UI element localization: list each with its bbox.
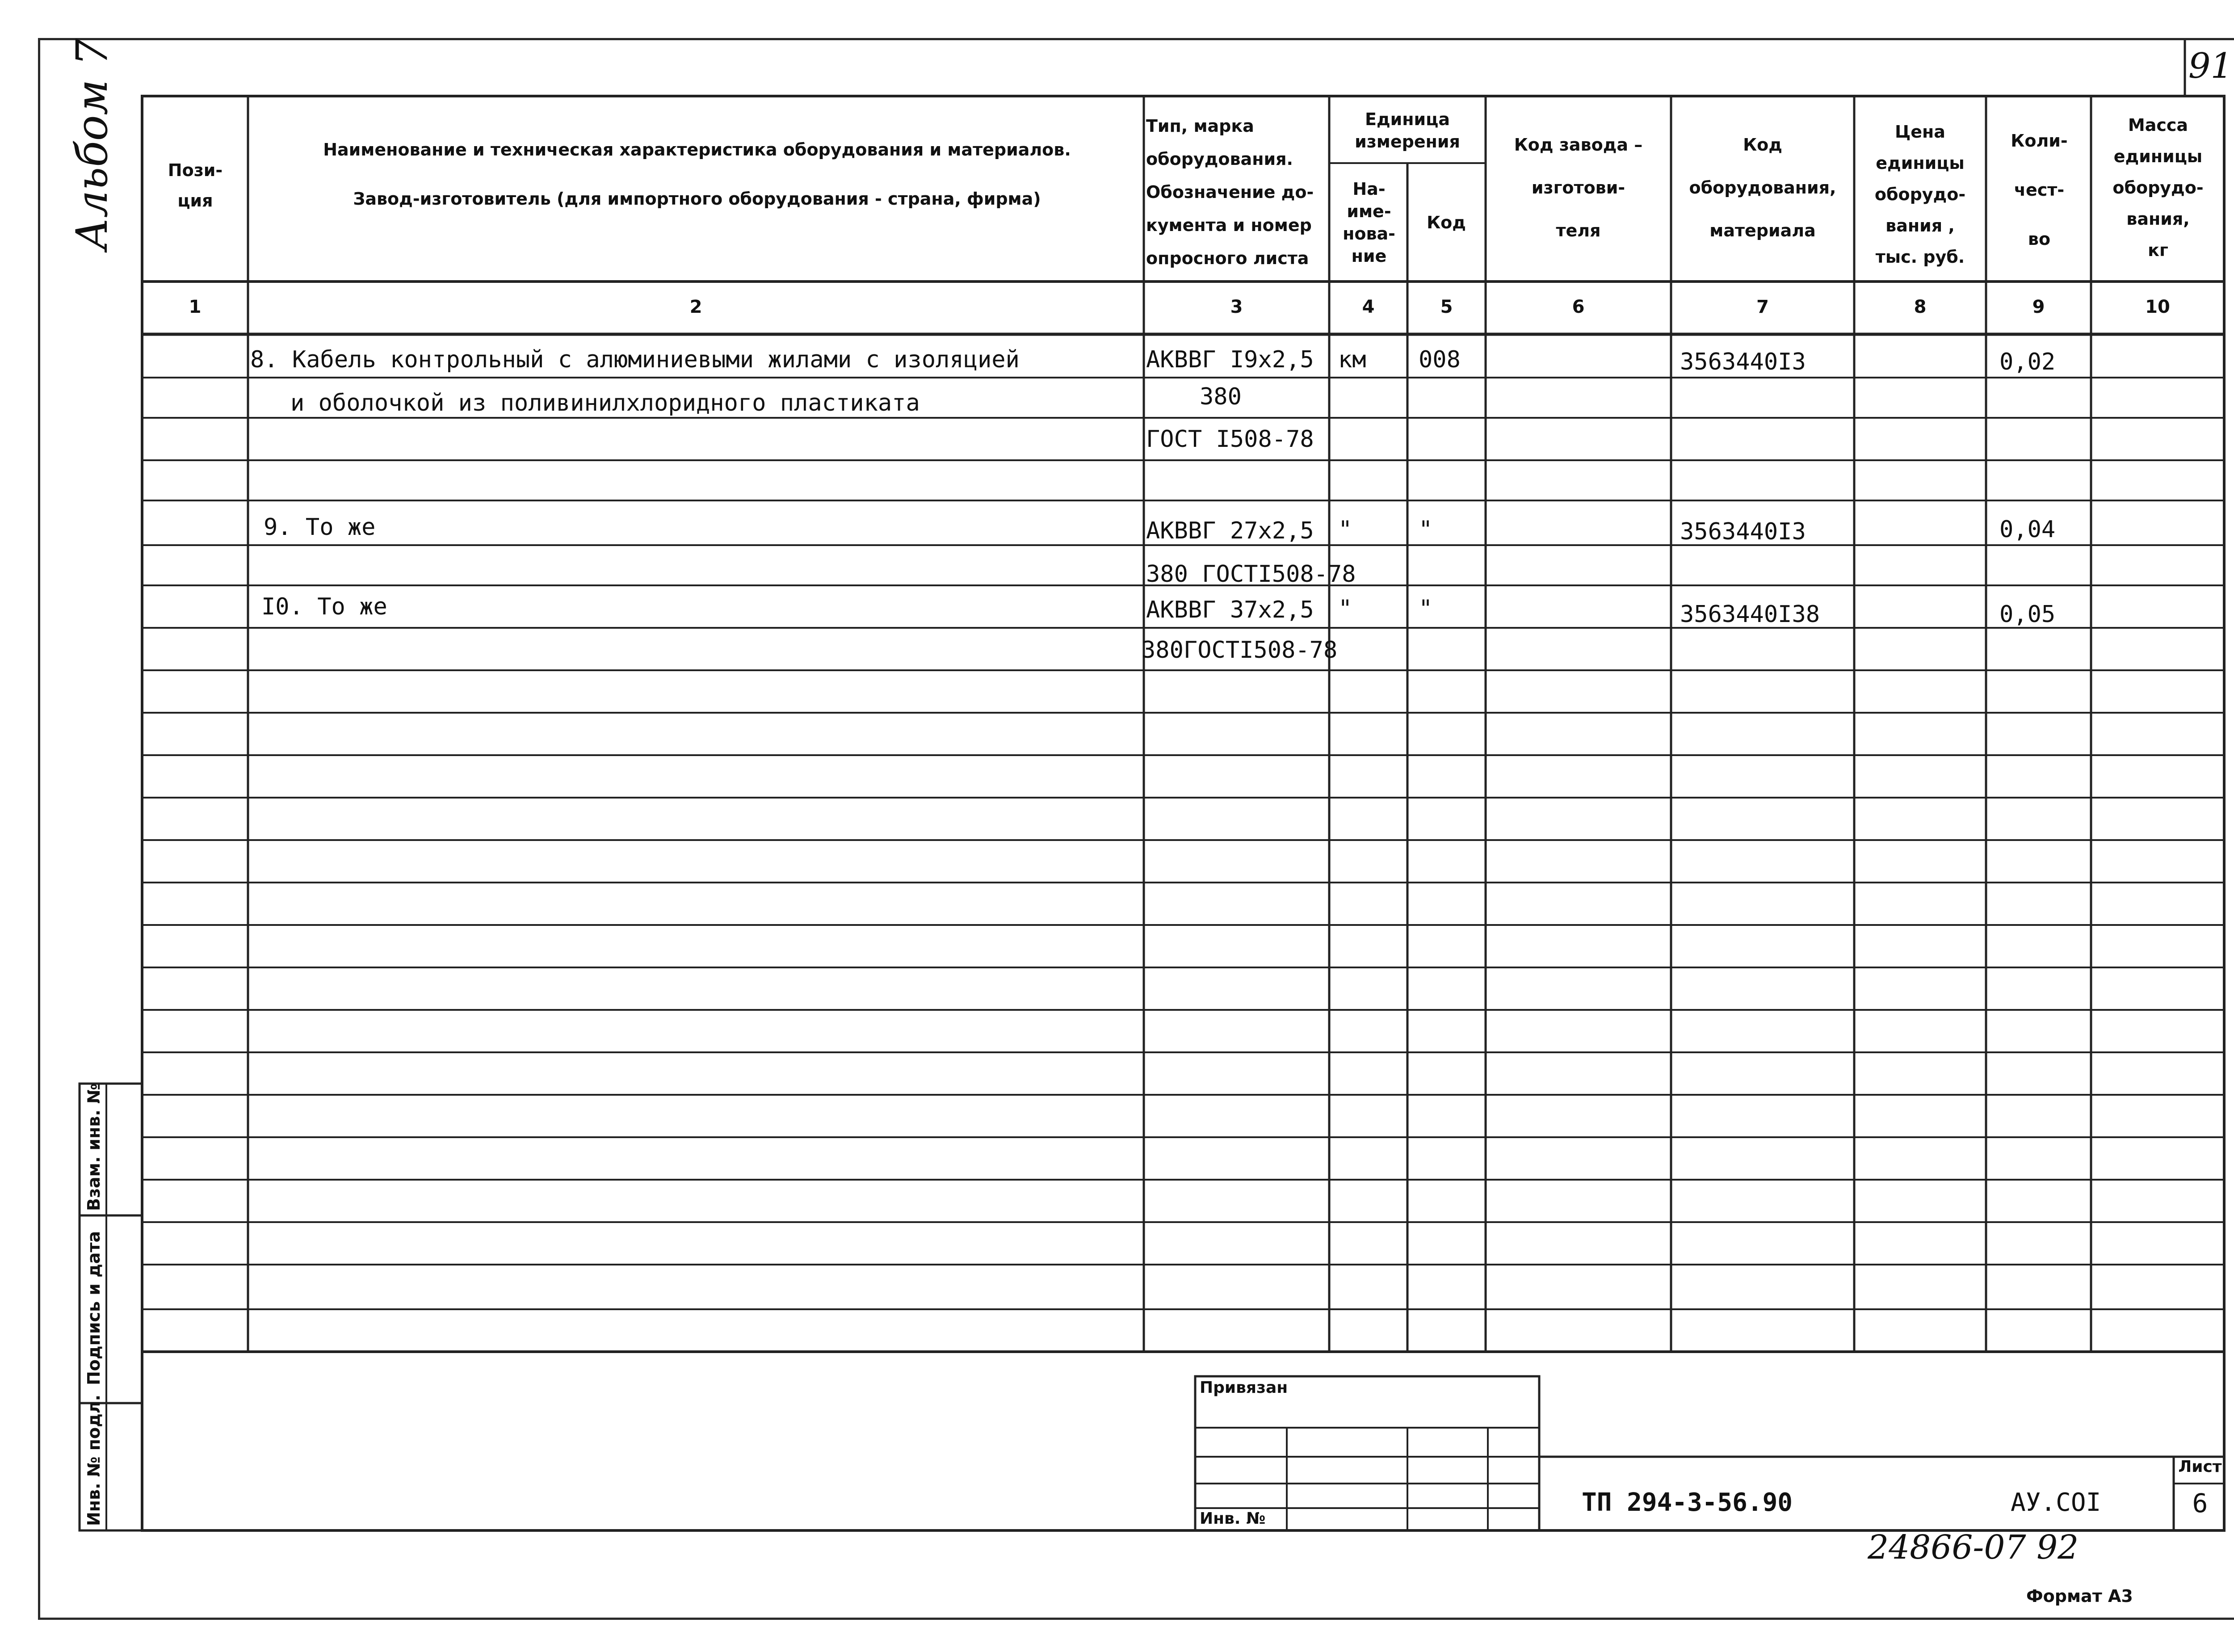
column-number: 3	[1230, 297, 1243, 317]
item-name: I0. То же	[261, 593, 387, 620]
item-quantity: 0,05	[1999, 601, 2056, 628]
item-unit: "	[1338, 595, 1352, 622]
header-quantity: Коли- чест- во	[2011, 131, 2068, 249]
item-equipment-code: 3563440I3	[1680, 349, 1806, 375]
column-number: 2	[689, 297, 702, 317]
column-number: 8	[1914, 297, 1927, 317]
item-unit-code: "	[1419, 516, 1433, 543]
column-number: 1	[189, 297, 202, 317]
item-unit: км	[1338, 346, 1366, 373]
item-unit-code: 008	[1419, 346, 1461, 373]
header-plant-code: Код завода – изготови- теля	[1514, 135, 1643, 240]
item-equipment-code: 3563440I3	[1680, 518, 1806, 545]
linked-label: Привязан	[1200, 1379, 1288, 1397]
item-type: АКВВГ I9x2,5	[1146, 346, 1314, 373]
column-number: 7	[1756, 297, 1769, 317]
document-code: ТП 294-3-56.90	[1582, 1488, 1793, 1517]
sheet-label: Лист	[2178, 1458, 2222, 1476]
column-number: 5	[1440, 297, 1453, 317]
stamp-replaces-inventory: Взам. инв. №	[84, 1083, 104, 1211]
column-number: 4	[1362, 297, 1375, 317]
header-equipment-code: Код оборудования, материала	[1689, 135, 1836, 240]
item-quantity: 0,02	[1999, 349, 2056, 375]
item-unit-code: "	[1419, 595, 1433, 622]
item-type: АКВВГ 27x2,5	[1146, 517, 1314, 544]
item-type: 380ГОСТI508-78	[1142, 637, 1338, 664]
item-name: 9. То же	[264, 514, 376, 541]
header-name: Наименование и техническая характеристика оборудования и материалов. Завод-изготовитель (для импортного оборудования - страна, фирма)	[323, 140, 1071, 209]
item-quantity: 0,04	[1999, 516, 2056, 543]
sheet-number: 91	[2188, 46, 2233, 86]
header-position: Пози- ция	[168, 160, 223, 210]
column-number: 6	[1572, 297, 1585, 317]
item-type: АКВВГ 37x2,5	[1146, 597, 1314, 623]
stamp-original-inventory: Инв. № подл.	[84, 1394, 104, 1526]
header-unit-name: На- име- нова- ние	[1343, 179, 1395, 266]
column-number: 9	[2032, 297, 2045, 317]
album-label: Альбом 7	[67, 38, 117, 250]
header-unit-code: Код	[1427, 212, 1466, 232]
item-type: 380 ГОСТI508-78	[1146, 561, 1356, 588]
header-unit: Единица измерения	[1355, 109, 1460, 151]
item-type: 380	[1200, 383, 1242, 410]
item-name: 8. Кабель контрольный с алюминиевыми жилами с изоляцией	[250, 346, 1020, 373]
header-price: Цена единицы оборудо- вания , тыс. руб.	[1874, 122, 1966, 267]
header-mass: Масса единицы оборудо- вания, кг	[2112, 115, 2204, 260]
format-label: Формат А3	[2026, 1586, 2133, 1606]
item-equipment-code: 3563440I38	[1680, 601, 1820, 628]
sheet-page-number: 6	[2192, 1488, 2208, 1518]
inventory-number-label: Инв. №	[1200, 1509, 1266, 1528]
item-name: и оболочкой из поливинилхлоридного пластиката	[290, 390, 920, 416]
stamp-signature-date: Подпись и дата	[84, 1231, 104, 1385]
sheet-code: АУ.СОI	[2011, 1488, 2101, 1517]
item-unit: "	[1338, 516, 1352, 543]
column-number: 10	[2145, 297, 2170, 317]
header-type: Тип, марка оборудования. Обозначение до- кумента и номер опросного листа	[1146, 116, 1314, 268]
handwritten-number: 24866-07 92	[1868, 1528, 2079, 1567]
item-type: ГОСТ I508-78	[1146, 426, 1314, 453]
